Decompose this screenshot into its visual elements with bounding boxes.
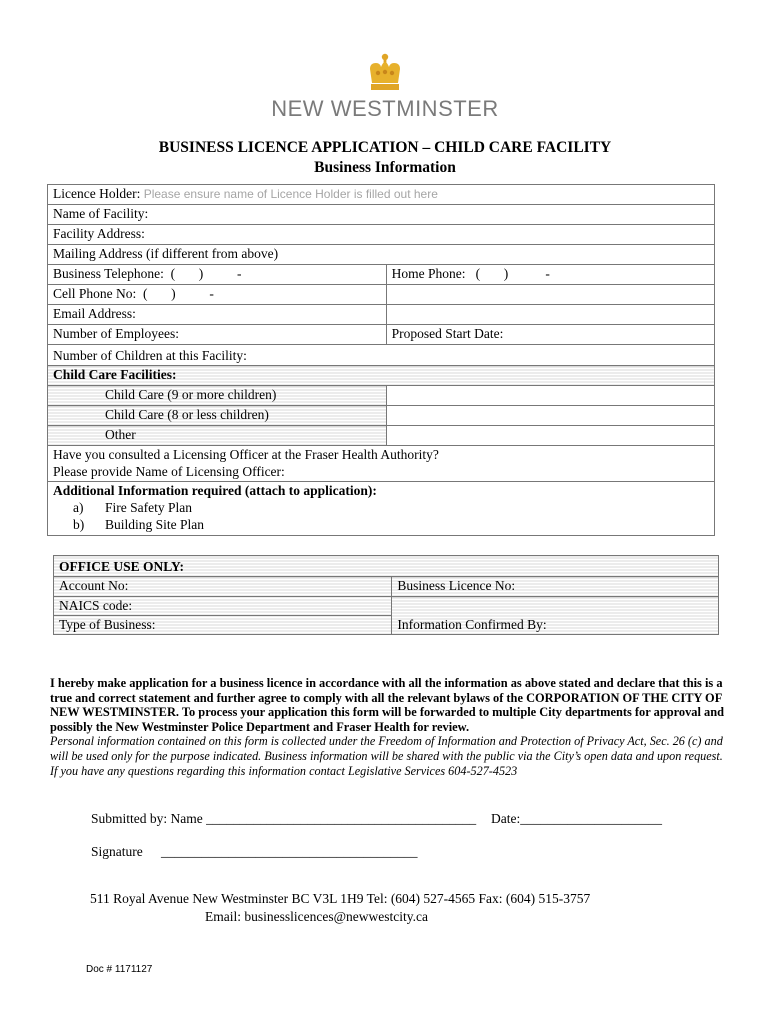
- email-label: Email Address:: [53, 306, 136, 321]
- cell-phone-label: Cell Phone No: ( ) -: [53, 286, 214, 301]
- privacy-notice: Personal information contained on this form is collected under the Freedom of Information and Protection of Privacy Act, Sec. 26 (c) and will be used only for the purpose indicated. Business information will be shared with the public via the City’s open data and upon request. If you have any questions regarding this information contact Legislative Services 604-527-4523: [50, 734, 723, 778]
- child-care-option-small-label: Child Care (8 or less children): [105, 407, 269, 422]
- facility-address-row: [48, 225, 715, 245]
- facility-name-row: [48, 205, 715, 225]
- licensing-question: Have you consulted a Licensing Officer at the Fraser Health Authority?: [53, 447, 439, 462]
- email-field[interactable]: [48, 305, 387, 325]
- office-account-row: [54, 577, 719, 597]
- employees-row: [48, 325, 715, 345]
- submitted-by-name-line[interactable]: Submitted by: Name ________________________________________: [91, 811, 477, 826]
- licensing-field[interactable]: [48, 446, 715, 482]
- home-phone-label: Home Phone: ( ) -: [391, 266, 550, 281]
- child-care-option-small-box[interactable]: [386, 406, 714, 426]
- declaration-statement: [50, 676, 730, 734]
- child-care-option-other-label: Other: [105, 427, 136, 442]
- child-care-option-row: [48, 386, 715, 406]
- additional-item-text: Fire Safety Plan: [105, 500, 192, 515]
- business-type-label: Type of Business:: [59, 617, 156, 632]
- child-care-option-other-box[interactable]: [386, 426, 714, 446]
- office-heading: [54, 556, 719, 577]
- child-care-option-row: [48, 426, 715, 446]
- cell-phone-blank: [386, 285, 714, 305]
- additional-item-text: Building Site Plan: [105, 517, 205, 532]
- children-label: Number of Children at this Facility:: [53, 348, 247, 363]
- mailing-address-label: Mailing Address (if different from above): [53, 246, 279, 261]
- facility-address-field[interactable]: [48, 225, 715, 245]
- additional-info: [48, 482, 715, 536]
- naics-field[interactable]: [54, 597, 392, 616]
- signature-label: Signature: [91, 844, 143, 859]
- footer-email: Email: businesslicences@newwestcity.ca: [205, 909, 428, 924]
- child-care-heading-label: Child Care Facilities:: [53, 367, 177, 382]
- licence-holder-label: Licence Holder:: [53, 186, 141, 201]
- business-information-table: [47, 184, 715, 536]
- additional-item: [53, 499, 709, 516]
- child-care-option-large-box[interactable]: [386, 386, 714, 406]
- child-care-option-large-label: Child Care (9 or more children): [105, 387, 277, 402]
- declaration-text-1: I hereby make application for a business licence in accordance with all the information as above stated and declare that this is a true and correct statement and further agree to comply with all the relevant bylaws of the: [50, 676, 723, 705]
- footer-address: 511 Royal Avenue New Westminster BC V3L 1H9 Tel: (604) 527-4565 Fax: (604) 515-3757: [90, 891, 591, 906]
- cell-phone-row: [48, 285, 715, 305]
- office-heading-row: [54, 556, 719, 577]
- email-blank: [386, 305, 714, 325]
- start-date-label: Proposed Start Date:: [391, 326, 504, 341]
- signature-line[interactable]: ______________________________________: [161, 844, 418, 859]
- licensing-officer-label: Please provide Name of Licensing Officer:: [53, 464, 285, 479]
- logo-text: NEW WESTMINSTER: [271, 96, 499, 121]
- email-row: [48, 305, 715, 325]
- licence-no-field[interactable]: [392, 577, 719, 597]
- licence-holder-row: [48, 185, 715, 205]
- child-care-option-other[interactable]: [48, 426, 387, 446]
- confirmed-field[interactable]: [392, 597, 719, 635]
- additional-item-marker: b): [73, 517, 85, 532]
- declaration-text-3: . To process your application this form will be forwarded to multiple City departments for approval and possibly the New Westminster Police Department and Fraser Health for review.: [50, 705, 724, 734]
- child-care-option-large[interactable]: [48, 386, 387, 406]
- mailing-address-field[interactable]: [48, 245, 715, 265]
- account-field[interactable]: [54, 577, 392, 597]
- crown-icon: [366, 52, 404, 94]
- form-subtitle: Business Information: [314, 159, 456, 176]
- office-use-table: [53, 555, 719, 635]
- employees-field[interactable]: [48, 325, 387, 345]
- additional-item: [53, 516, 709, 533]
- office-naics-row: [54, 597, 719, 616]
- city-logo: [0, 52, 770, 122]
- additional-item-marker: a): [73, 500, 84, 515]
- start-date-field[interactable]: [386, 325, 714, 345]
- additional-info-row: [48, 482, 715, 536]
- licensing-row: [48, 446, 715, 482]
- doc-number: Doc # 1171127: [86, 964, 153, 975]
- account-label: Account No:: [59, 578, 129, 593]
- declaration-city-name: CORPORATION OF THE CITY OF NEW WESTMINSTER: [50, 690, 722, 720]
- office-heading-label: OFFICE USE ONLY:: [59, 559, 185, 574]
- child-care-option-row: [48, 406, 715, 426]
- facility-name-label: Name of Facility:: [53, 206, 149, 221]
- child-care-option-small[interactable]: [48, 406, 387, 426]
- facility-address-label: Facility Address:: [53, 226, 145, 241]
- children-row: [48, 345, 715, 366]
- date-line[interactable]: Date:_____________________: [491, 811, 662, 826]
- child-care-heading-row: [48, 366, 715, 386]
- confirmed-label: Information Confirmed By:: [397, 617, 547, 632]
- declaration: [50, 676, 730, 778]
- cell-phone-field[interactable]: [48, 285, 387, 305]
- licence-no-label: Business Licence No:: [397, 578, 516, 593]
- naics-label: NAICS code:: [59, 598, 133, 613]
- business-phone-field[interactable]: [48, 265, 387, 285]
- facility-name-field[interactable]: [48, 205, 715, 225]
- children-field[interactable]: [48, 345, 715, 366]
- employees-label: Number of Employees:: [53, 326, 179, 341]
- licence-holder-input[interactable]: Please ensure name of Licence Holder is filled out here: [143, 187, 438, 201]
- child-care-heading: [48, 366, 715, 386]
- additional-info-heading: Additional Information required (attach to application):: [53, 483, 377, 498]
- mailing-address-row: [48, 245, 715, 265]
- phone-row: [48, 265, 715, 285]
- home-phone-field[interactable]: [386, 265, 714, 285]
- business-phone-label: Business Telephone: ( ) -: [53, 266, 242, 281]
- form-title: BUSINESS LICENCE APPLICATION – CHILD CARE FACILITY: [158, 139, 612, 156]
- business-type-field[interactable]: [54, 616, 392, 635]
